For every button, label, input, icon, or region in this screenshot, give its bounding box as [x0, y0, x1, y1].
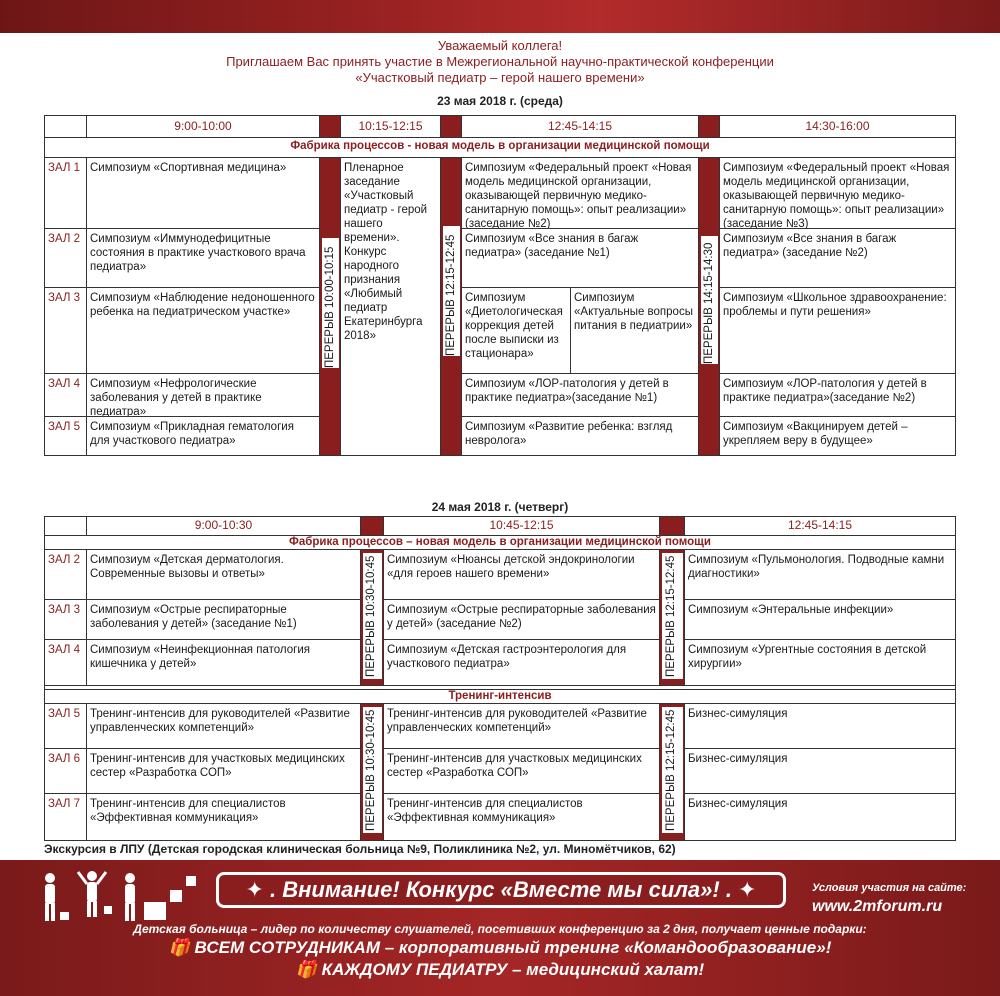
day1-c3-r1: Симпозиум «Федеральный проект «Новая модель медицинской организации, оказывающей первичную медико-санитарную помощь»: опыт реализации» (заседание №2)	[462, 158, 699, 229]
day2-hall-b1: ЗАЛ 5	[45, 704, 87, 749]
day1-c3-r5: Симпозиум «Развитие ребенка: взгляд невролога»	[462, 417, 699, 456]
day1-plenary: Пленарное заседание «Участковый педиатр - герой нашего времени». Конкурс народного признания «Любимый педиатр Екатеринбурга 2018»	[341, 158, 441, 456]
day1-break-2-text: ПЕРЕРЫВ 12:15-12:45	[445, 234, 457, 356]
greeting: Уважаемый коллега!	[437, 38, 563, 53]
day1-c4-r4: Симпозиум «ЛОР-патология у детей в практике педиатра»(заседание №2)	[720, 374, 956, 417]
day1-break-head-3	[699, 116, 720, 138]
day2-break-head-1	[361, 517, 384, 536]
site-link[interactable]: www.2mforum.ru	[812, 898, 943, 915]
day2-a2-r1: Симпозиум «Нюансы детской эндокринологии «для героев нашего времени»	[384, 550, 660, 600]
day1-time-3: 12:45-14:15	[462, 116, 699, 138]
day1-c4-r5: Симпозиум «Вакцинируем детей – укрепляем веру в будущее»	[720, 417, 956, 456]
day1-c1-r2: Симпозиум «Иммунодефицитные состояния в практике участкового врача педиатра»	[87, 229, 320, 288]
day1-hall-4: ЗАЛ 4	[45, 374, 87, 417]
day2-a1-r2: Симпозиум «Острые респираторные заболевания у детей» (заседание №1)	[87, 600, 361, 640]
intro	[0, 38, 1000, 86]
day2-a2-r2: Симпозиум «Острые респираторные заболевания у детей» (заседание №2)	[384, 600, 660, 640]
day1-break-1-text: ПЕРЕРЫВ 10:00-10:15	[324, 246, 336, 368]
day1-date: 23 мая 2018 г. (среда)	[437, 94, 563, 108]
conference-title: «Участковый педиатр – герой нашего времени»	[355, 70, 645, 85]
day1-c1-r5: Симпозиум «Прикладная гематология для участкового педиатра»	[87, 417, 320, 456]
day2-b2-r2: Тренинг-интенсив для участковых медицинских сестер «Разработка СОП»	[384, 749, 660, 794]
day2-a3-r3: Симпозиум «Ургентные состояния в детской хирургии»	[685, 640, 956, 686]
day2-b2-r3: Тренинг-интенсив для специалистов «Эффективная коммуникация»	[384, 794, 660, 841]
day1-c1-r4: Симпозиум «Нефрологические заболевания у детей в практике педиатра»	[87, 374, 320, 417]
day2-b3-r1: Бизнес-симуляция	[685, 704, 956, 749]
day1-hall-1: ЗАЛ 1	[45, 158, 87, 229]
day1-c4-r3: Симпозиум «Школьное здравоохранение: проблемы и пути решения»	[720, 288, 956, 374]
day1-section: Фабрика процессов - новая модель в организации медицинской помощи	[45, 138, 956, 158]
footer-line-2: 🎁 ВСЕМ СОТРУДНИКАМ – корпоративный тренинг «Командообразование»!	[168, 938, 832, 957]
day2-a3-r2: Симпозиум «Энтеральные инфекции»	[685, 600, 956, 640]
invitation: Приглашаем Вас принять участие в Межрегиональной научно-практической конференции	[226, 54, 774, 69]
day1-hall-5: ЗАЛ 5	[45, 417, 87, 456]
day1-c3-r2: Симпозиум «Все знания в багаж педиатра» (заседание №1)	[462, 229, 699, 288]
day1-time-2: 10:15-12:15	[341, 116, 441, 138]
day2-training-section: Тренинг-интенсив	[45, 690, 956, 704]
day1-c1-r1: Симпозиум «Спортивная медицина»	[87, 158, 320, 229]
day1-table	[44, 115, 956, 456]
day2-hall-b2: ЗАЛ 6	[45, 749, 87, 794]
day2-b1-r3: Тренинг-интенсив для специалистов «Эффективная коммуникация»	[87, 794, 361, 841]
day1-c4-r1: Симпозиум «Федеральный проект «Новая модель медицинской организации, оказывающей первичную медико-санитарную помощь»: опыт реализации» (заседание №3)	[720, 158, 956, 229]
day2-a2-r3: Симпозиум «Детская гастроэнтерология для участкового педиатра»	[384, 640, 660, 686]
day1-break-head-1	[320, 116, 341, 138]
day2-break-a1-text: ПЕРЕРЫВ 10:30-10:45	[365, 555, 377, 677]
day1-c3-r3b: Симпозиум «Актуальные вопросы питания в педиатрии»	[571, 288, 699, 374]
day1-c4-r2: Симпозиум «Все знания в багаж педиатра» (заседание №2)	[720, 229, 956, 288]
day2-hall-a2: ЗАЛ 3	[45, 600, 87, 640]
day2-time-2: 10:45-12:15	[384, 517, 660, 536]
excursion: Экскурсия в ЛПУ (Детская городская клиническая больница №9, Поликлиника №2, ул. Миномётчиков, 62)	[44, 842, 676, 856]
day2-time-1: 9:00-10:30	[87, 517, 361, 536]
day2-b1-r2: Тренинг-интенсив для участковых медицинских сестер «Разработка СОП»	[87, 749, 361, 794]
day2-b3-r2: Бизнес-симуляция	[685, 749, 956, 794]
day1-c1-r3: Симпозиум «Наблюдение недоношенного ребенка на педиатрическом участке»	[87, 288, 320, 374]
day1-break-head-2	[441, 116, 462, 138]
day2-hall-a1: ЗАЛ 2	[45, 550, 87, 600]
day1-c3-r3a: Симпозиум «Диетологическая коррекция детей после выписки из стационара»	[462, 288, 571, 374]
day1-hall-2: ЗАЛ 2	[45, 229, 87, 288]
day2-break-b2-text: ПЕРЕРЫВ 12:15-12:45	[665, 709, 677, 831]
day2-hall-b3: ЗАЛ 7	[45, 794, 87, 841]
day1-hall-3: ЗАЛ 3	[45, 288, 87, 374]
day2-break-head-2	[660, 517, 685, 536]
day1-break-3-text: ПЕРЕРЫВ 14:15-14:30	[703, 242, 715, 364]
top-band	[0, 0, 1000, 33]
footer	[0, 860, 1000, 996]
day2-a1-r1: Симпозиум «Детская дерматология. Современные вызовы и ответы»	[87, 550, 361, 600]
day2-hall-a3: ЗАЛ 4	[45, 640, 87, 686]
footer-line-3: 🎁 КАЖДОМУ ПЕДИАТРУ – медицинский халат!	[295, 960, 705, 979]
day2-date: 24 мая 2018 г. (четверг)	[431, 500, 569, 514]
day2-corner	[45, 517, 87, 536]
day2-a1-r3: Симпозиум «Неинфекционная патология кишечника у детей»	[87, 640, 361, 686]
footer-line-1: Детская больница – лидер по количеству слушателей, посетивших конференцию за 2 дня, получает ценные подарки:	[133, 922, 867, 936]
day2-b1-r1: Тренинг-интенсив для руководителей «Развитие управленческих компетенций»	[87, 704, 361, 749]
day2-a3-r1: Симпозиум «Пульмонология. Подводные камни диагностики»	[685, 550, 956, 600]
day1-time-1: 9:00-10:00	[87, 116, 320, 138]
day1-c3-r4: Симпозиум «ЛОР-патология у детей в практике педиатра»(заседание №1)	[462, 374, 699, 417]
conditions-label: Условия участия на сайте:	[812, 882, 967, 894]
day1-corner	[45, 116, 87, 138]
day1-time-4: 14:30-16:00	[720, 116, 956, 138]
day2-break-a2-text: ПЕРЕРЫВ 12:15-12:45	[665, 555, 677, 677]
day2-table	[44, 516, 956, 841]
day2-b3-r3: Бизнес-симуляция	[685, 794, 956, 841]
day2-section: Фабрика процессов – новая модель в организации медицинской помощи	[45, 536, 956, 550]
day2-break-b1-text: ПЕРЕРЫВ 10:30-10:45	[365, 709, 377, 831]
contest-banner: ✦ . Внимание! Конкурс «Вместе мы сила»! . ✦	[216, 872, 786, 908]
day2-b2-r1: Тренинг-интенсив для руководителей «Развитие управленческих компетенций»	[384, 704, 660, 749]
day2-time-3: 12:45-14:15	[685, 517, 956, 536]
